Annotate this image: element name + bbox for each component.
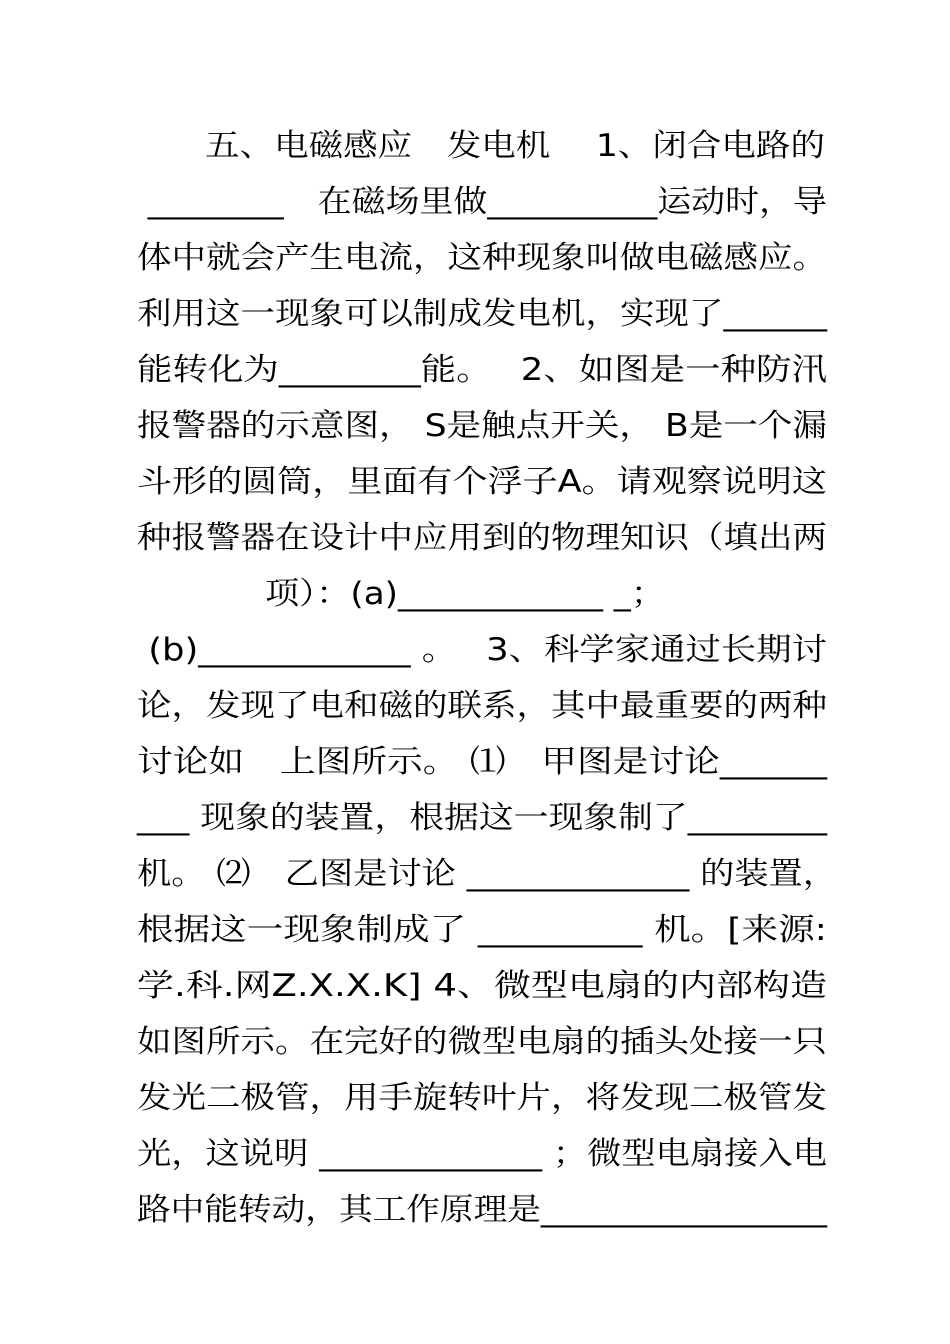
text-line-6: 报警器的示意图， S是触点开关， B是一个漏	[137, 408, 827, 444]
text-line-1: 五、电磁感应 发电机 1、闭合电路的	[205, 128, 825, 164]
text-line-16: 学.科.网Z.X.X.K] 4、微型电扇的内部构造	[137, 968, 827, 1004]
text-line-4: 利用这一现象可以制成发电机，实现了______	[137, 296, 827, 332]
text-line-20: 路中能转动，其工作原理是_________________	[137, 1192, 827, 1228]
text-line-13: ___ 现象的装置，根据这一现象制了________	[137, 800, 827, 836]
text-line-18: 发光二极管，用手旋转叶片，将发现二极管发	[137, 1080, 827, 1116]
text-line-10: (b)____________ 。 3、科学家通过长期讨	[137, 632, 827, 668]
text-line-15: 根据这一现象制成了 _________ 机。[来源:	[137, 912, 827, 948]
text-line-3: 体中就会产生电流，这种现象叫做电磁感应。	[137, 240, 827, 276]
text-line-14: 机。 ⑵ 乙图是讨论 _____________ 的装置，	[137, 856, 837, 892]
text-line-19: 光，这说明 _____________ ；微型电扇接入电	[137, 1136, 827, 1172]
text-line-17: 如图所示。在完好的微型电扇的插头处接一只	[137, 1024, 827, 1060]
text-line-5: 能转化为________能。 2、如图是一种防汛	[137, 352, 827, 388]
text-line-7: 斗形的圆筒，里面有个浮子A。请观察说明这	[137, 464, 827, 500]
text-line-11: 论，发现了电和磁的联系，其中最重要的两种	[137, 688, 827, 724]
text-line-12: 讨论如 上图所示。 ⑴ 甲图是讨论______	[137, 744, 827, 780]
text-line-8: 种报警器在设计中应用到的物理知识（填出两	[137, 520, 827, 556]
text-line-9: 项）：(a)____________ _；	[265, 576, 665, 612]
text-line-2: ________ 在磁场里做__________运动时，导	[137, 184, 827, 220]
